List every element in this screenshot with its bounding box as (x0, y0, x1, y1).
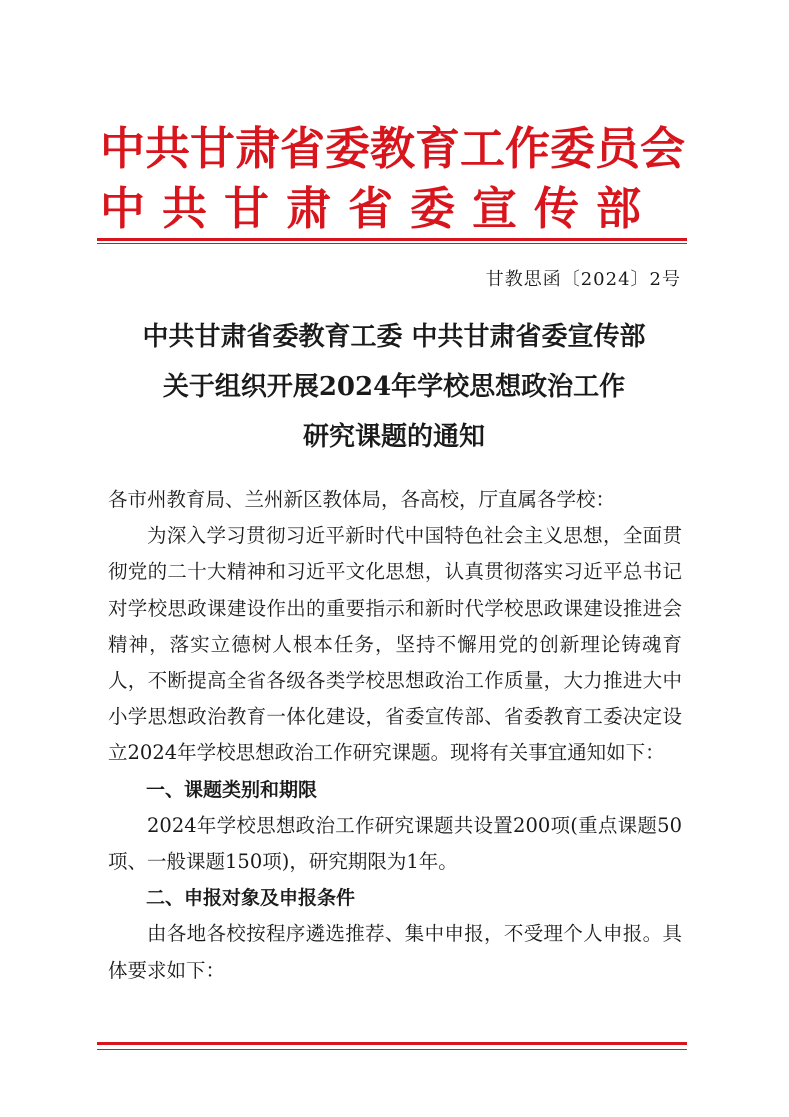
section2-heading: 二、申报对象及申报条件 (146, 887, 356, 910)
section1-paragraph: 2024年学校思想政治工作研究课题共设置200项(重点课题50项、一般课题150项)，研究期限为1年。 (108, 813, 682, 874)
intro-paragraph: 为深入学习贯彻习近平新时代中国特色社会主义思想，全面贯彻党的二十大精神和习近平文化思想，认真贯彻落实习近平总书记对学校思政课建设作出的重要指示和新时代学校思政课建设推进会精神，落实立德树人根本任务，坚持不懈用党的创新理论铸魂育人，不断提高全省各级各类学校思想政治工作质量，大力推进大中小学思想政治教育一体化建设，省委宣传部、省委教育工委决定设立2024年学校思想政治工作研究课题。现将有关事宜通知如下： (108, 524, 682, 765)
section2-paragraph: 由各地各校按程序遴选推荐、集中申报，不受理个人申报。具体要求如下： (108, 922, 682, 982)
section1-heading: 一、课题类别和期限 (146, 778, 318, 801)
red-rule-top-thin (97, 243, 687, 244)
red-rule-bottom-thin (97, 1049, 687, 1050)
red-rule-top (97, 238, 687, 241)
title-line3: 研究课题的通知 (302, 422, 485, 452)
issuer-header-line1: 中共甘肃省委教育工作委员会 (100, 122, 686, 175)
issuer-header-line2: 中共甘肃省委宣传部 (100, 182, 659, 235)
title-line2: 关于组织开展2024年学校思想政治工作 (162, 372, 626, 402)
title-line1: 中共甘肃省委教育工委 中共甘肃省委宣传部 (142, 322, 646, 352)
salutation: 各市州教育局、兰州新区教体局，各高校，厅直属各学校： (108, 488, 616, 511)
document-body (108, 482, 682, 989)
document-number: 甘教思函〔2024〕2号 (485, 269, 681, 290)
red-rule-bottom (97, 1042, 687, 1045)
